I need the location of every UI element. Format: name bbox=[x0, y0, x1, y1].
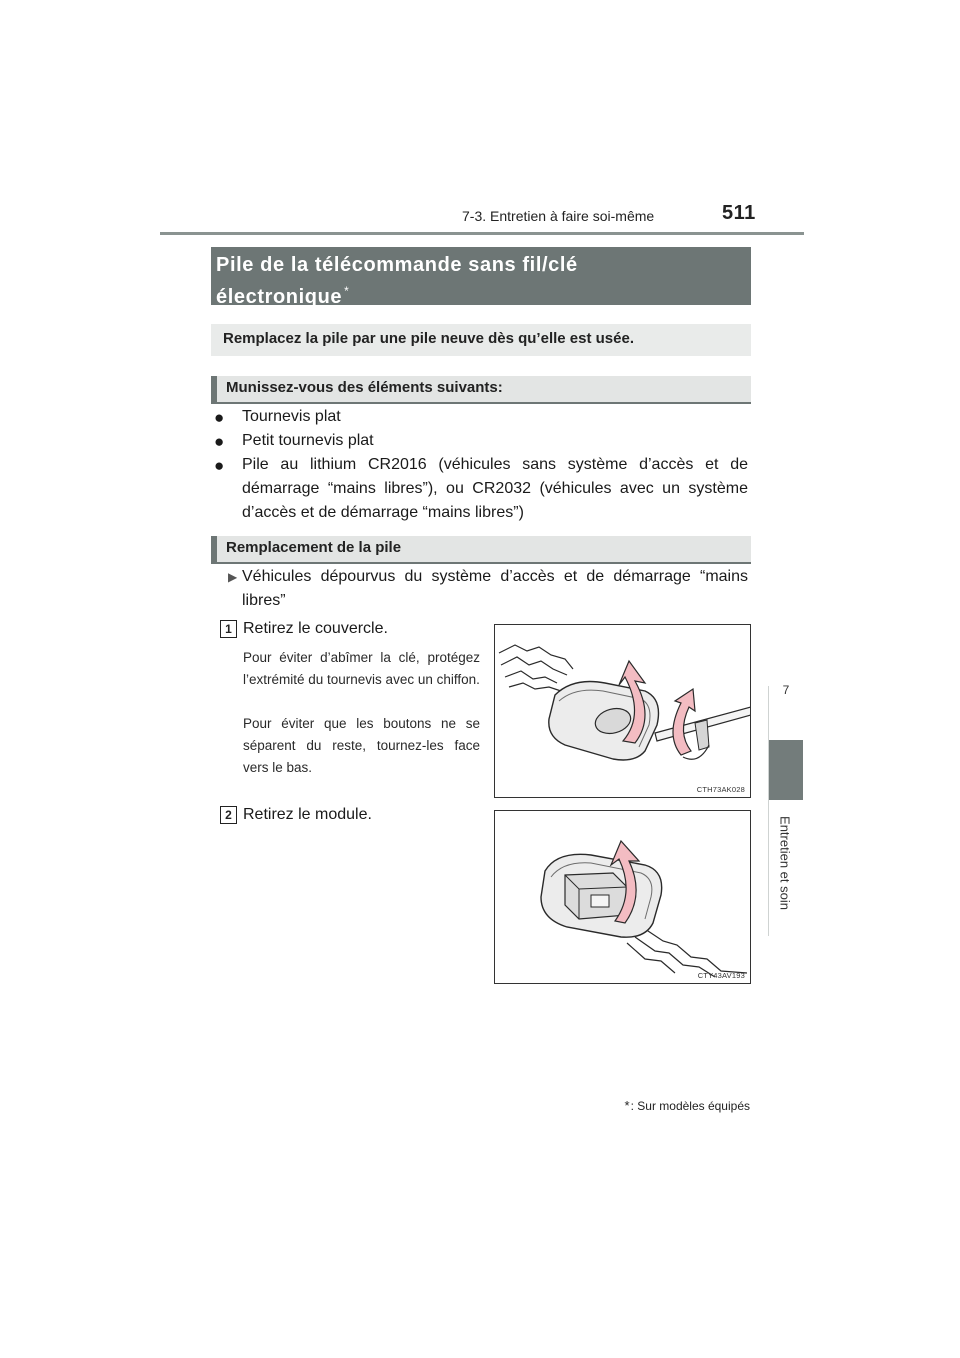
step-2-badge: 2 bbox=[220, 806, 237, 824]
list-item-text: Tournevis plat bbox=[242, 408, 341, 425]
section-title-line1: Pile de la télécommande sans fil/clé bbox=[216, 254, 578, 276]
bullet-icon: ● bbox=[214, 456, 225, 475]
vehicle-variant bbox=[228, 565, 748, 613]
list-item bbox=[212, 405, 748, 429]
page-number: 511 bbox=[722, 202, 756, 224]
bullet-icon: ● bbox=[214, 408, 225, 427]
step-2-title: Retirez le module. bbox=[243, 806, 372, 823]
step-1-note-2: Pour éviter que les boutons ne se séparent du reste, tournez-les face vers le bas. bbox=[243, 716, 480, 775]
key-cover-illustration bbox=[495, 625, 751, 798]
section-title-bar bbox=[211, 247, 751, 308]
footnote bbox=[625, 1098, 750, 1113]
supplies-heading: Munissez-vous des éléments suivants: bbox=[211, 376, 751, 402]
step-1-note-1: Pour éviter d’abîmer la clé, protégez l’extrémité du tournevis avec un chiffon. bbox=[243, 650, 480, 687]
bullet-icon: ● bbox=[214, 432, 225, 451]
key-module-illustration bbox=[495, 811, 751, 984]
chapter-number: 7 bbox=[782, 683, 790, 697]
step-1-title: Retirez le couvercle. bbox=[243, 620, 388, 637]
list-item-text: Petit tournevis plat bbox=[242, 432, 374, 449]
figure-code: CTH73AK028 bbox=[696, 785, 745, 794]
figure-code: CTY43AV193 bbox=[697, 971, 745, 980]
chapter-label bbox=[770, 808, 800, 918]
chapter-label-text: Entretien et soin bbox=[777, 816, 793, 910]
footnote-text: : Sur modèles équipés bbox=[630, 1099, 750, 1113]
replacement-heading: Remplacement de la pile bbox=[211, 536, 751, 562]
running-header-section: 7-3. Entretien à faire soi-même bbox=[462, 208, 655, 224]
side-divider bbox=[768, 686, 769, 936]
figure-remove-module bbox=[494, 810, 751, 984]
list-item-text: Pile au lithium CR2016 (véhicules sans système d’accès et de démarrage “mains libres”), ou CR2032 (véhicules avec un système d’accès et de démarrage “mains libres”) bbox=[242, 456, 748, 521]
vehicle-variant-text: Véhicules dépourvus du système d’accès et de démarrage “mains libres” bbox=[242, 568, 748, 609]
supplies-list bbox=[212, 405, 748, 525]
list-item bbox=[212, 429, 748, 453]
intro-note: Remplacez la pile par une pile neuve dès qu’elle est usée. bbox=[211, 324, 751, 356]
section-title-line2-text: électronique bbox=[216, 286, 343, 308]
section-title-line2 bbox=[216, 278, 747, 310]
step-1-badge: 1 bbox=[220, 620, 237, 638]
chapter-tab bbox=[769, 740, 803, 800]
triangle-right-icon: ▶ bbox=[228, 570, 238, 584]
figure-remove-cover bbox=[494, 624, 751, 798]
list-item bbox=[212, 453, 748, 525]
footnote-star-icon: * bbox=[624, 1098, 630, 1113]
header-rule bbox=[160, 232, 804, 235]
footnote-mark: * bbox=[344, 284, 350, 298]
